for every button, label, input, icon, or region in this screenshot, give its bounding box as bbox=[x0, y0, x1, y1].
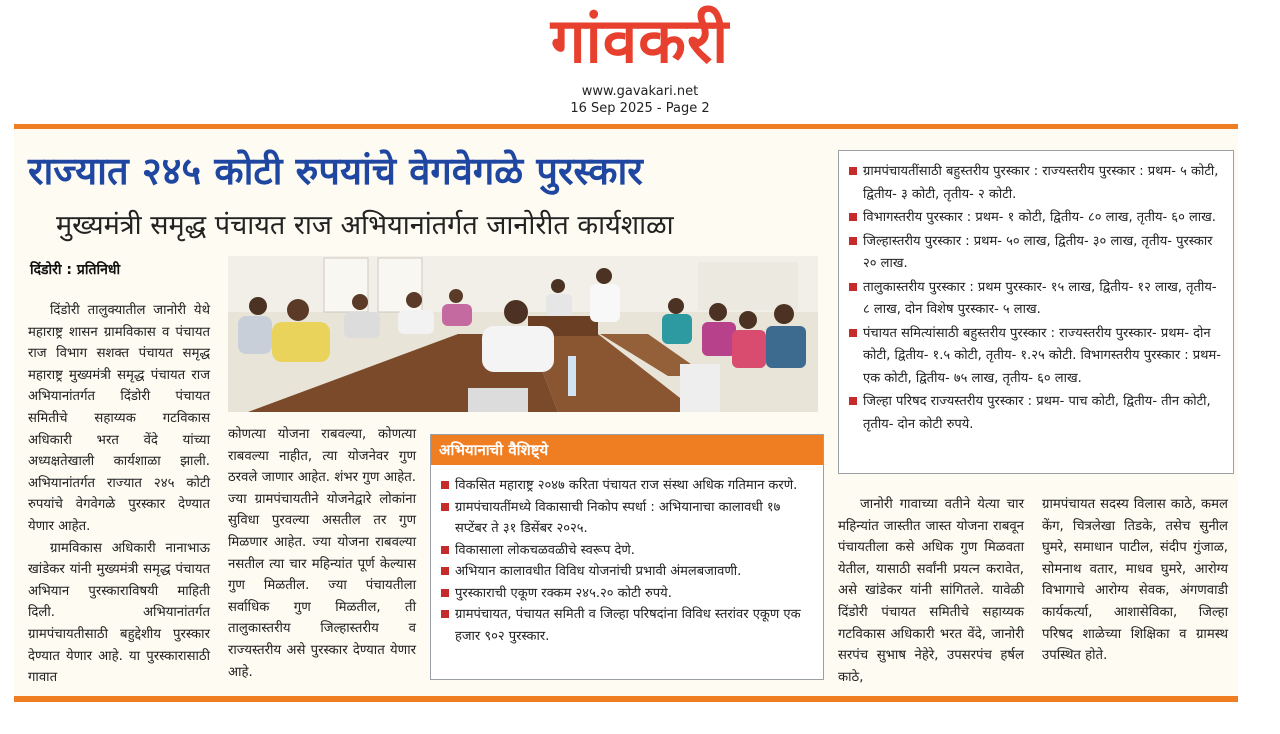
article-subheadline: मुख्यमंत्री समृद्ध पंचायत राज अभियानांतर्गत जानोरीत कार्यशाळा bbox=[56, 210, 674, 241]
square-bullet-icon bbox=[441, 503, 449, 511]
list-item: जिल्हा परिषद राज्यस्तरीय पुरस्कार : प्रथम- पाच कोटी, द्वितीय- तीन कोटी, तृतीय- दोन कोटी रुपये. bbox=[849, 391, 1223, 436]
list-item: विकासाला लोकचळवळीचे स्वरूप देणे. bbox=[441, 540, 815, 562]
masthead bbox=[0, 0, 1280, 124]
top-orange-rule bbox=[14, 124, 1238, 129]
list-item: तालुकास्तरीय पुरस्कार : प्रथम पुरस्कार- १५ लाख, द्वितीय- १२ लाख, तृतीय- ८ लाख, दोन विशेष पुरस्कार- ५ लाख. bbox=[849, 277, 1223, 322]
list-item: ग्रामपंचायतींमध्ये विकासाची निकोप स्पर्धा : अभियानाचा कालावधी १७ सप्टेंबर ते ३१ डिसेंबर २०२५. bbox=[441, 497, 815, 540]
square-bullet-icon bbox=[849, 283, 857, 291]
newspaper-logo: गांवकरी bbox=[550, 4, 730, 77]
list-item: विभागस्तरीय पुरस्कार : प्रथम- १ कोटी, द्वितीय- ८० लाख, तृतीय- ६० लाख. bbox=[849, 207, 1223, 230]
article-column-4 bbox=[1042, 494, 1228, 667]
highlights-title: अभियानाची वैशिष्ट्ये bbox=[431, 435, 823, 465]
paragraph: दिंडोरी तालुक्यातील जानोरी येथे महाराष्ट्र शासन ग्रामविकास व पंचायत राज विभाग सशक्त पंचायत समृद्ध महाराष्ट्र मुख्यमंत्री समृद्ध पंचायत राज अभियानांतर्गत दिंडोरी पंचायत समितीचे सहाय्यक गटविकास अधिकारी भरत वेंदे यांच्या अध्यक्षतेखाली कार्यशाळा झाली. अभियानांतर्गत राज्यात २४५ कोटी रुपयांचे वेगवेगळे पुरस्कार देण्यात येणार आहेत. bbox=[28, 303, 210, 534]
workshop-photo-illustration bbox=[228, 256, 818, 412]
article-byline: दिंडोरी : प्रतिनिधी bbox=[30, 262, 121, 278]
prize-list bbox=[839, 161, 1233, 436]
list-item: पंचायत समित्यांसाठी बहुस्तरीय पुरस्कार : राज्यस्तरीय पुरस्कार- प्रथम- दोन कोटी, द्वितीय- १.५ कोटी, तृतीय- १.२५ कोटी. विभागस्तरीय पुरस्कार : प्रथम- एक कोटी, द्वितीय- ७५ लाख, तृतीय- ६० लाख. bbox=[849, 323, 1223, 391]
square-bullet-icon bbox=[441, 589, 449, 597]
square-bullet-icon bbox=[849, 237, 857, 245]
list-item: विकसित महाराष्ट्र २०४७ करिता पंचायत राज संस्था अधिक गतिमान करणे. bbox=[441, 475, 815, 497]
bottom-orange-rule bbox=[14, 696, 1238, 702]
paragraph: ग्रामपंचायत सदस्य विलास काठे, कमल केंग, चित्रलेखा तिडके, तसेच सुनील घुमरे, समाधान पाटील, संदीप गुंजाळ, सोमनाथ वतार, माधव घुमरे, आरोग्य विभागाचे आरोग्य सेवक, अंगणवाडी कार्यकर्त्या, आशासेविका, जिल्हा परिषद शाळेच्या शिक्षिका व ग्रामस्थ उपस्थित होते. bbox=[1042, 497, 1228, 664]
list-item: ग्रामपंचायत, पंचायत समिती व जिल्हा परिषदांना विविध स्तरांवर एकूण एक हजार ९०२ पुरस्कार. bbox=[441, 604, 815, 647]
square-bullet-icon bbox=[441, 481, 449, 489]
date-page-line: 16 Sep 2025 - Page 2 bbox=[570, 101, 710, 116]
highlights-box bbox=[430, 434, 824, 680]
highlights-list bbox=[431, 475, 823, 647]
workshop-photo bbox=[228, 256, 818, 412]
list-item: अभियान कालावधीत विविध योजनांची प्रभावी अंमलबजावणी. bbox=[441, 561, 815, 583]
list-item: ग्रामपंचायतींसाठी बहुस्तरीय पुरस्कार : राज्यस्तरीय पुरस्कार : प्रथम- ५ कोटी, द्वितीय- ३ कोटी, तृतीय- २ कोटी. bbox=[849, 161, 1223, 206]
paragraph: कोणत्या योजना राबवल्या, कोणत्या राबवल्या नाहीत, त्या योजनेवर गुण ठरवले जाणार आहेत. शंभर गुण आहेत. ज्या ग्रामपंचायतीने योजनेद्वारे लोकांना सुविधा पुरवल्या असतील तर गुण मिळणार आहेत. ज्या योजना राबवल्या नसतील त्या चार महिन्यांत पूर्ण केल्यास गुण मिळतील. ज्या पंचायतीला सर्वाधिक गुण मिळतील, ती तालुकास्तरीय जिल्हास्तरीय व राज्यस्तरीय असे पुरस्कार देण्यात येणार आहे. bbox=[228, 427, 416, 680]
paragraph: ग्रामविकास अधिकारी नानाभाऊ खांडेकर यांनी मुख्यमंत्री समृद्ध पंचायत अभियान पुरस्काराविषयी माहिती दिली. अभियानांतर्गत ग्रामपंचायतीसाठी बहुद्देशीय पुरस्कार देण्यात येणार आहे. या पुरस्कारासाठी गावात bbox=[28, 540, 210, 686]
square-bullet-icon bbox=[849, 329, 857, 337]
square-bullet-icon bbox=[441, 567, 449, 575]
article-column-1 bbox=[28, 300, 210, 689]
article-column-3 bbox=[838, 494, 1024, 688]
article-column-2 bbox=[228, 424, 416, 683]
square-bullet-icon bbox=[849, 397, 857, 405]
article-headline: राज्यात २४५ कोटी रुपयांचे वेगवेगळे पुरस्कार bbox=[28, 149, 643, 193]
website-url[interactable]: www.gavakari.net bbox=[581, 84, 699, 99]
square-bullet-icon bbox=[441, 610, 449, 618]
square-bullet-icon bbox=[441, 546, 449, 554]
list-item: पुरस्काराची एकूण रक्कम २४५.२० कोटी रुपये. bbox=[441, 583, 815, 605]
prize-details-box bbox=[838, 150, 1234, 474]
square-bullet-icon bbox=[849, 167, 857, 175]
square-bullet-icon bbox=[849, 213, 857, 221]
paragraph: जानोरी गावाच्या वतीने येत्या चार महिन्यांत जास्तीत जास्त योजना राबवून पंचायतीला कसे अधिक गुण मिळवता येतील, यासाठी सर्वांनी प्रयत्न करावेत, असे खांडेकर यांनी सांगितले. यावेळी दिंडोरी पंचायत समितीचे सहाय्यक गटविकास अधिकारी भरत वेंदे, जानोरी सरपंच सुभाष नेहेरे, उपसरपंच हर्षल काठे, bbox=[838, 497, 1024, 685]
list-item: जिल्हास्तरीय पुरस्कार : प्रथम- ५० लाख, द्वितीय- ३० लाख, तृतीय- पुरस्कार २० लाख. bbox=[849, 231, 1223, 276]
